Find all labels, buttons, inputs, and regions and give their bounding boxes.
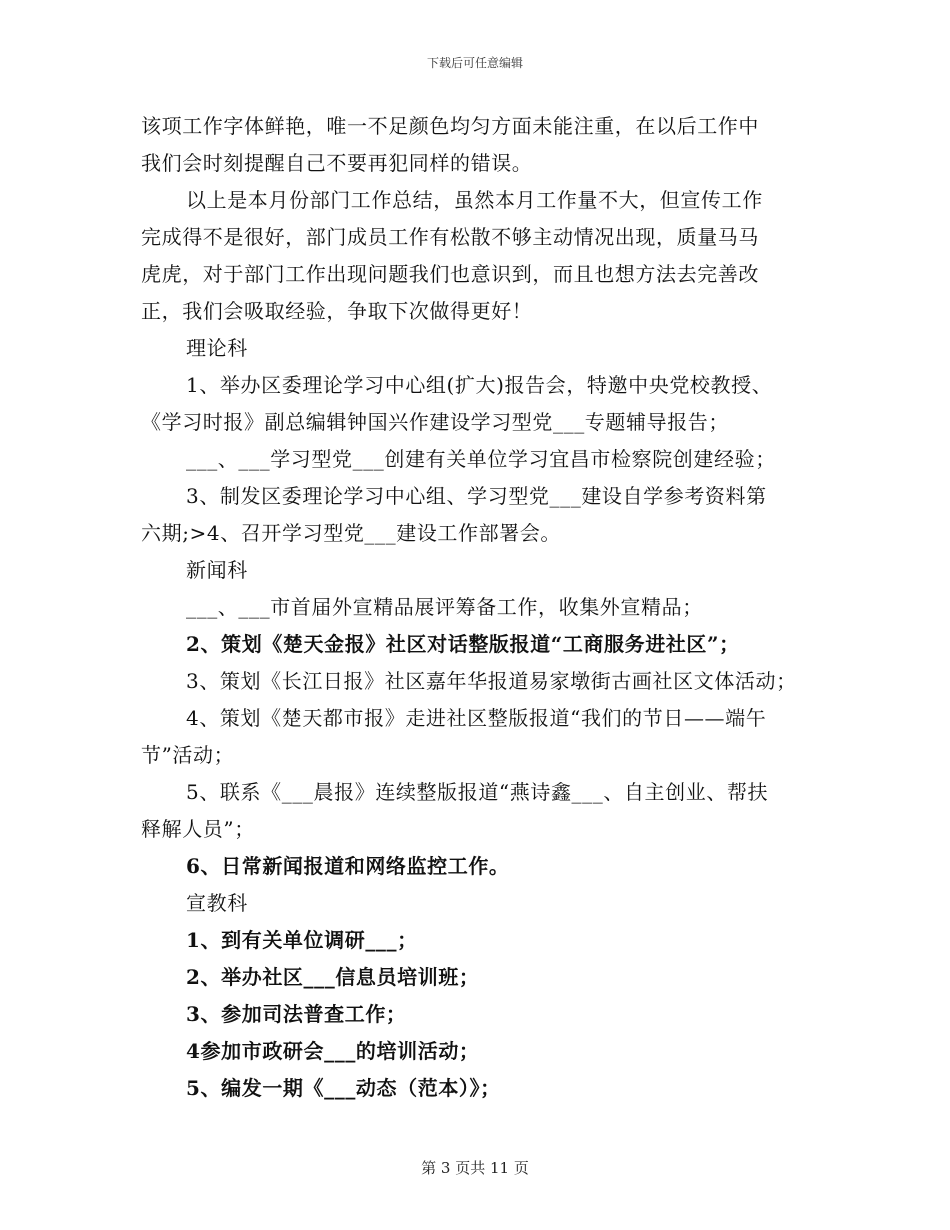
text-line: 4参加市政研会___的培训活动；: [186, 1039, 480, 1063]
text-line: 虎虎，对于部门工作出现问题我们也意识到，而且也想方法去完善改: [141, 262, 759, 286]
text-line: 正，我们会吸取经验，争取下次做得更好！: [141, 299, 533, 323]
text-line: 5、编发一期《___动态（范本）》；: [186, 1076, 501, 1100]
text-line: 《学习时报》副总编辑钟国兴作建设学习型党___专题辅导报告；: [141, 410, 729, 434]
text-line: 释解人员”；: [141, 817, 255, 841]
text-line: 2、策划《楚天金报》社区对话整版报道“工商服务进社区”；: [186, 632, 740, 656]
text-line: 以上是本月份部门工作总结，虽然本月工作量不大，但宣传工作: [186, 188, 763, 212]
text-line: 新闻科: [186, 558, 248, 582]
text-line: 宣教科: [186, 891, 248, 915]
text-line: 1、举办区委理论学习中心组(扩大)报告会，特邀中央党校教授、: [186, 373, 773, 397]
text-line: 我们会时刻提醒自己不要再犯同样的错误。: [141, 151, 533, 175]
text-line: 理论科: [186, 336, 248, 360]
text-line: ___、___市首届外宣精品展评筹备工作，收集外宣精品；: [186, 595, 703, 619]
text-line: 六期;>4、召开学习型党___建设工作部署会。: [141, 521, 562, 545]
text-line: 2、举办社区___信息员培训班；: [186, 965, 480, 989]
text-line: 该项工作字体鲜艳，唯一不足颜色均匀方面未能注重，在以后工作中: [141, 114, 759, 138]
page-footer: 第 3 页共 11 页: [421, 1159, 529, 1177]
text-line: 完成得不是很好，部门成员工作有松散不够主动情况出现，质量马马: [141, 225, 759, 249]
text-line: 3、制发区委理论学习中心组、学习型党___建设自学参考资料第: [186, 484, 767, 508]
text-line: 1、到有关单位调研___；: [186, 928, 418, 952]
document-body: [141, 108, 809, 1107]
text-line: 6、日常新闻报道和网络监控工作。: [186, 854, 510, 878]
text-line: 节”活动；: [141, 743, 235, 767]
text-line: 5、联系《___晨报》连续整版报道“燕诗鑫___、自主创业、帮扶: [186, 780, 769, 804]
text-line: 3、策划《长江日报》社区嘉年华报道易家墩街古画社区文体活动；: [186, 669, 797, 693]
text-line: 4、策划《楚天都市报》走进社区整版报道“我们的节日——端午: [186, 706, 767, 730]
text-line: 3、参加司法普查工作；: [186, 1002, 407, 1026]
text-line: ___、___学习型党___创建有关单位学习宜昌市检察院创建经验；: [186, 447, 776, 471]
page-header: 下载后可任意编辑: [426, 56, 523, 70]
